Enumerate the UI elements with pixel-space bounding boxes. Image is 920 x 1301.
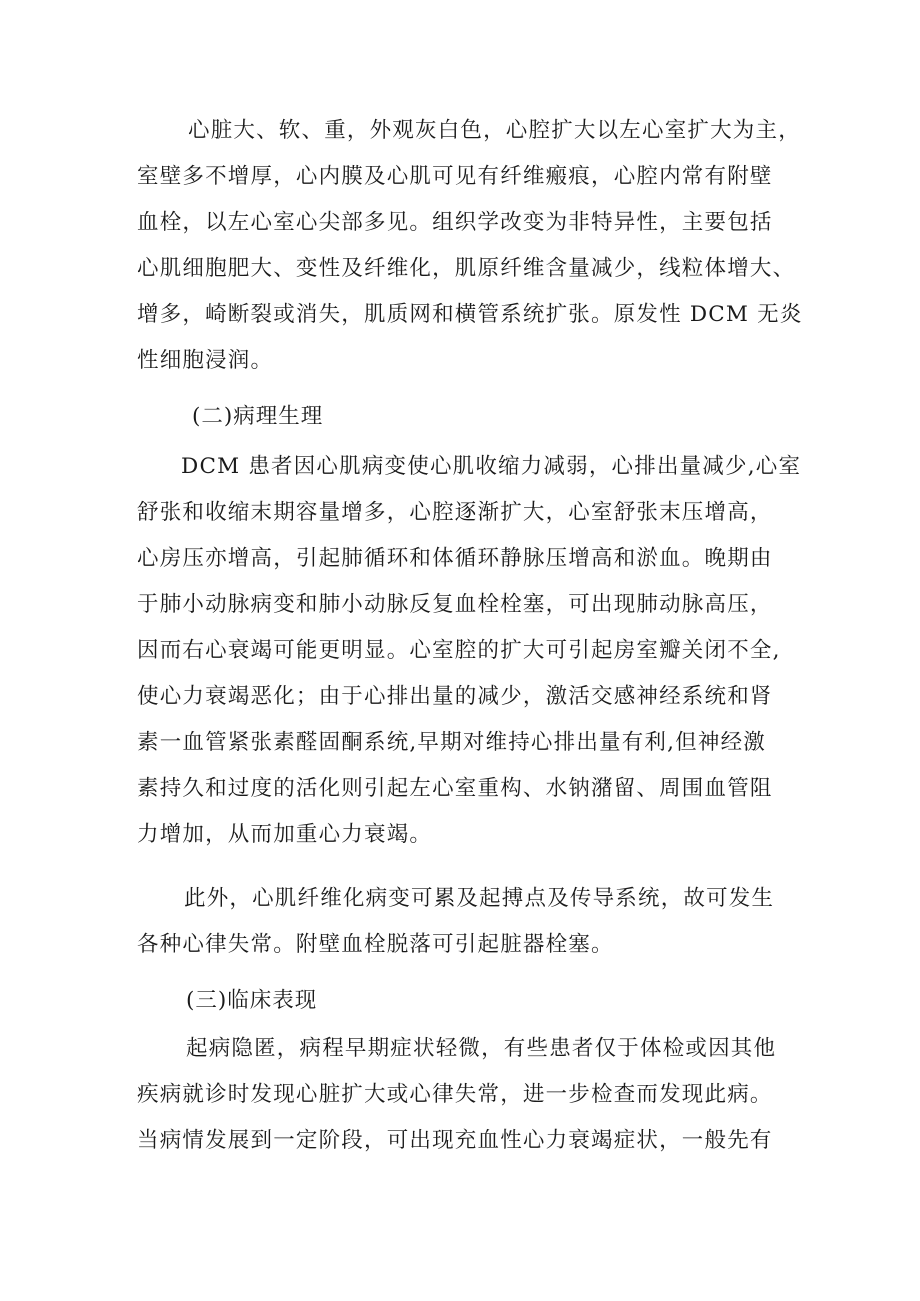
text-line: 此外，心肌纤维化病变可累及起搏点及传导系统，故可发生 (184, 886, 775, 911)
text-line: 心房压亦增高，引起肺循环和体循环静脉压增高和淤血。晚期由 (137, 546, 773, 571)
text-line: 起病隐匿，病程早期症状轻微，有些患者仅于体检或因其他 (186, 1036, 777, 1061)
text-line: 心肌细胞肥大、变性及纤维化，肌原纤维含量减少，线粒体增大、 (137, 256, 796, 281)
text-line: 各种心律失常。附壁血栓脱落可引起脏器栓塞。 (137, 932, 614, 957)
text-line: 疾病就诊时发现心脏扩大或心律失常，进一步检查而发现此病。 (137, 1082, 773, 1107)
text-line: 素持久和过度的活化则引起左心室重构、水钠潴留、周围血管阻 (137, 776, 773, 801)
text-line: 室壁多不增厚，心内膜及心肌可见有纤维瘢痕，心腔内常有附壁 (137, 164, 773, 189)
text-line: 于肺小动脉病变和肺小动脉反复血栓栓塞，可出现肺动脉高压， (137, 592, 773, 617)
text-line: 因而右心衰竭可能更明显。心室腔的扩大可引起房室瓣关闭不全, (137, 638, 781, 663)
section-heading-clinical-manifestations: (三)临床表现 (186, 988, 318, 1013)
text-line: 血栓，以左心室心尖部多见。组织学改变为非特异性，主要包括 (137, 210, 773, 235)
text-line: 使心力衰竭恶化；由于心排出量的减少，激活交感神经系统和肾 (137, 684, 773, 709)
text-line: 增多，崎断裂或消失，肌质网和横管系统扩张。原发性 DCM 无炎 (137, 302, 803, 327)
text-line: 性细胞浸润。 (137, 348, 274, 373)
text-line: 心脏大、软、重，外观灰白色，心腔扩大以左心室扩大为主， (188, 118, 801, 143)
text-line: 当病情发展到一定阶段，可出现充血性心力衰竭症状，一般先有 (137, 1128, 773, 1153)
text-line: 素一血管紧张素醛固酮系统,早期对维持心排出量有利,但神经激 (137, 730, 766, 755)
text-line: 力增加，从而加重心力衰竭。 (137, 822, 433, 847)
text-line: DCM 患者因心肌病变使心肌收缩力减弱，心排出量减少,心室 (181, 454, 802, 479)
text-line: 舒张和收缩末期容量增多，心腔逐渐扩大，心室舒张末压增高， (137, 500, 773, 525)
section-heading-pathophysiology: (二)病理生理 (192, 404, 324, 429)
